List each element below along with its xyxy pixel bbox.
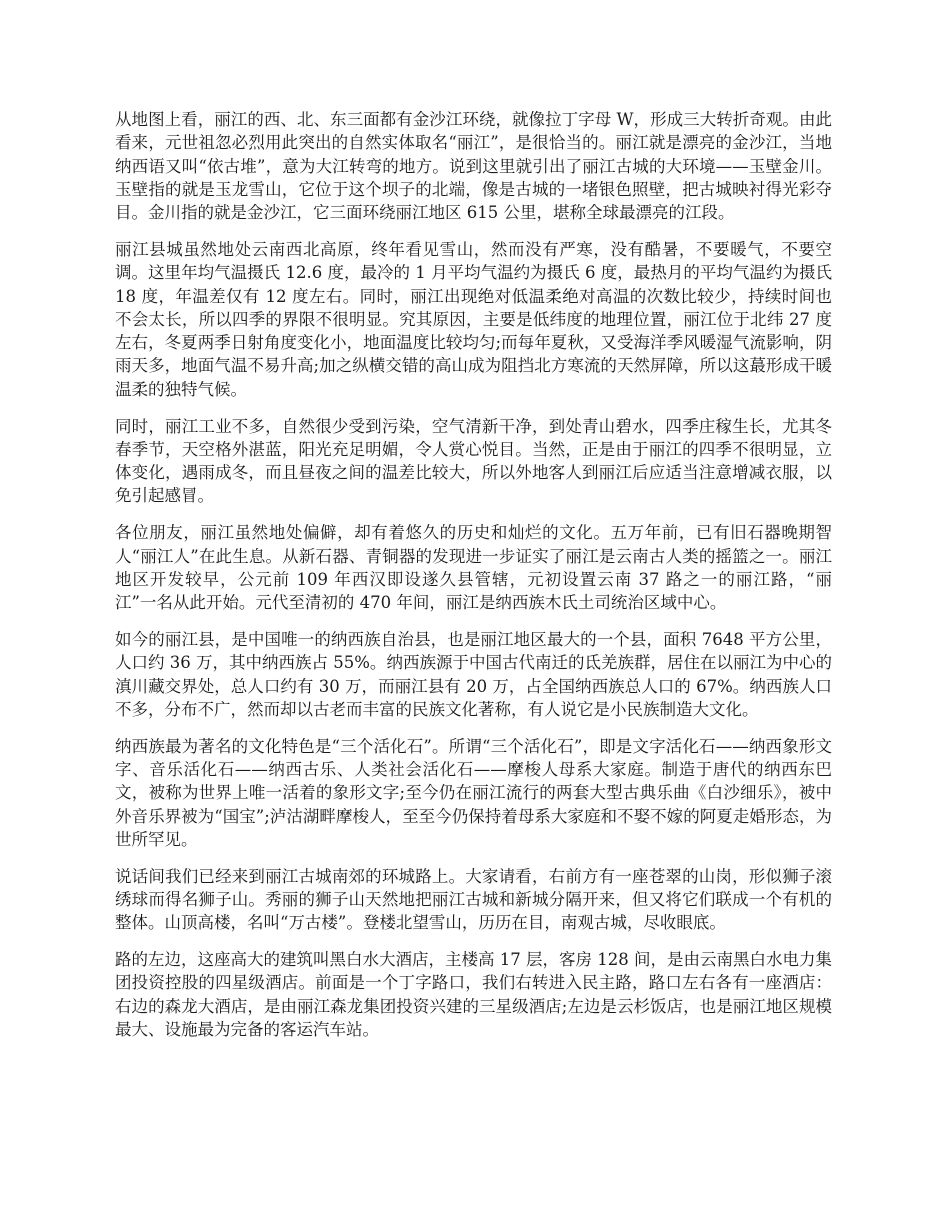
paragraph-2: 丽江县城虽然地处云南西北高原，终年看见雪山，然而没有严寒，没有酷暑，不要暖气，不要空调。这里年均气温摄氏 12.6 度，最冷的 1 月平均气温约为摄氏 6 度，最热月的平均气温约为摄氏 18 度，年温差仅有 12 度左右。同时，丽江出现绝对低温柔绝对高温的次数比较少，持续时间也不会太长，所以四季的界限不很明显。究其原因，主要是低纬度的地理位置，丽江位于北纬 27 度左右，冬夏两季日射角度变化小，地面温度比较均匀;而每年夏秋，又受海洋季风暖湿气流影响，阴雨天多，地面气温不易升高;加之纵横交错的高山成为阻挡北方寒流的天然屏障，所以这蕞形成干暖温柔的独特气候。 — [115, 239, 832, 399]
paragraph-7: 说话间我们已经来到丽江古城南郊的环城路上。大家请看，右前方有一座苍翠的山岗，形似狮子滚绣球而得名狮子山。秀丽的狮子山天然地把丽江古城和新城分隔开来，但又将它们联成一个有机的整体。山顶高楼，名叫“万古楼”。登楼北望雪山，历历在目，南观古城，尽收眼底。 — [115, 866, 832, 933]
paragraph-8: 路的左边，这座高大的建筑叫黑白水大酒店，主楼高 17 层，客房 128 间，是由云南黑白水电力集团投资控股的四星级酒店。前面是一个丁字路口，我们右转进入民主路，路口左右各有一座酒店：右边的森龙大酒店，是由丽江森龙集团投资兴建的三星级酒店;左边是云杉饭店，也是丽江地区规模最大、设施最为完备的客运汽车站。 — [115, 950, 832, 1039]
paragraph-6: 纳西族最为著名的文化特色是“三个活化石”。所谓“三个活化石”，即是文字活化石——纳西象形文字、音乐活化石——纳西古乐、人类社会活化石——摩梭人母系大家庭。制造于唐代的纳西东巴文，被称为世界上唯一活着的象形文字;至今仍在丽江流行的两套大型古典乐曲《白沙细乐》，被中外音乐界被为“国宝”;泸沽湖畔摩梭人，至至今仍保持着母系大家庭和不娶不嫁的阿夏走婚形态，为世所罕见。 — [115, 736, 832, 849]
paragraph-4: 各位朋友，丽江虽然地处偏僻，却有着悠久的历史和灿烂的文化。五万年前，已有旧石器晚期智人“丽江人”在此生息。从新石器、青铜器的发现进一步证实了丽江是云南古人类的摇篮之一。丽江地区开发较早，公元前 109 年西汉即设遂久县管辖，元初设置云南 37 路之一的丽江路，“丽江”一名从此开始。元代至清初的 470 年间，丽江是纳西族木氏土司统治区域中心。 — [115, 523, 832, 613]
paragraph-1: 从地图上看，丽江的西、北、东三面都有金沙江环绕，就像拉丁字母 W，形成三大转折奇观。由此看来，元世祖忽必烈用此突出的自然实体取名“丽江”，是很恰当的。丽江就是漂亮的金沙江，当地纳西语又叫“依古堆”，意为大江转弯的地方。说到这里就引出了丽江古城的大环境——玉壁金川。玉壁指的就是玉龙雪山，它位于这个坝子的北端，像是古城的一堵银色照壁，把古城映衬得光彩夺目。金川指的就是金沙江，它三面环绕丽江地区 615 公里，堪称全球最漂亮的江段。 — [115, 110, 832, 223]
paragraph-3: 同时，丽江工业不多，自然很少受到污染，空气清新干净，到处青山碧水，四季庄稼生长，尤其冬春季节，天空格外湛蓝，阳光充足明媚，令人赏心悦目。当然，正是由于丽江的四季不很明显，立体变化，遇雨成冬，而且昼夜之间的温差比较大，所以外地客人到丽江后应适当注意增减衣服，以免引起感冒。 — [115, 416, 832, 506]
document-body — [115, 108, 832, 1055]
paragraph-5: 如今的丽江县，是中国唯一的纳西族自治县，也是丽江地区最大的一个县，面积 7648 平方公里，人口约 36 万，其中纳西族占 55%。纳西族源于中国古代南迁的氐羌族群，居住在以丽江为中心的滇川藏交界处，总人口约有 30 万，而丽江县有 20 万，占全国纳西族总人口的 67%。纳西族人口不多，分布不广，然而却以古老而丰富的民族文化著称，有人说它是小民族制造大文化。 — [115, 629, 832, 719]
